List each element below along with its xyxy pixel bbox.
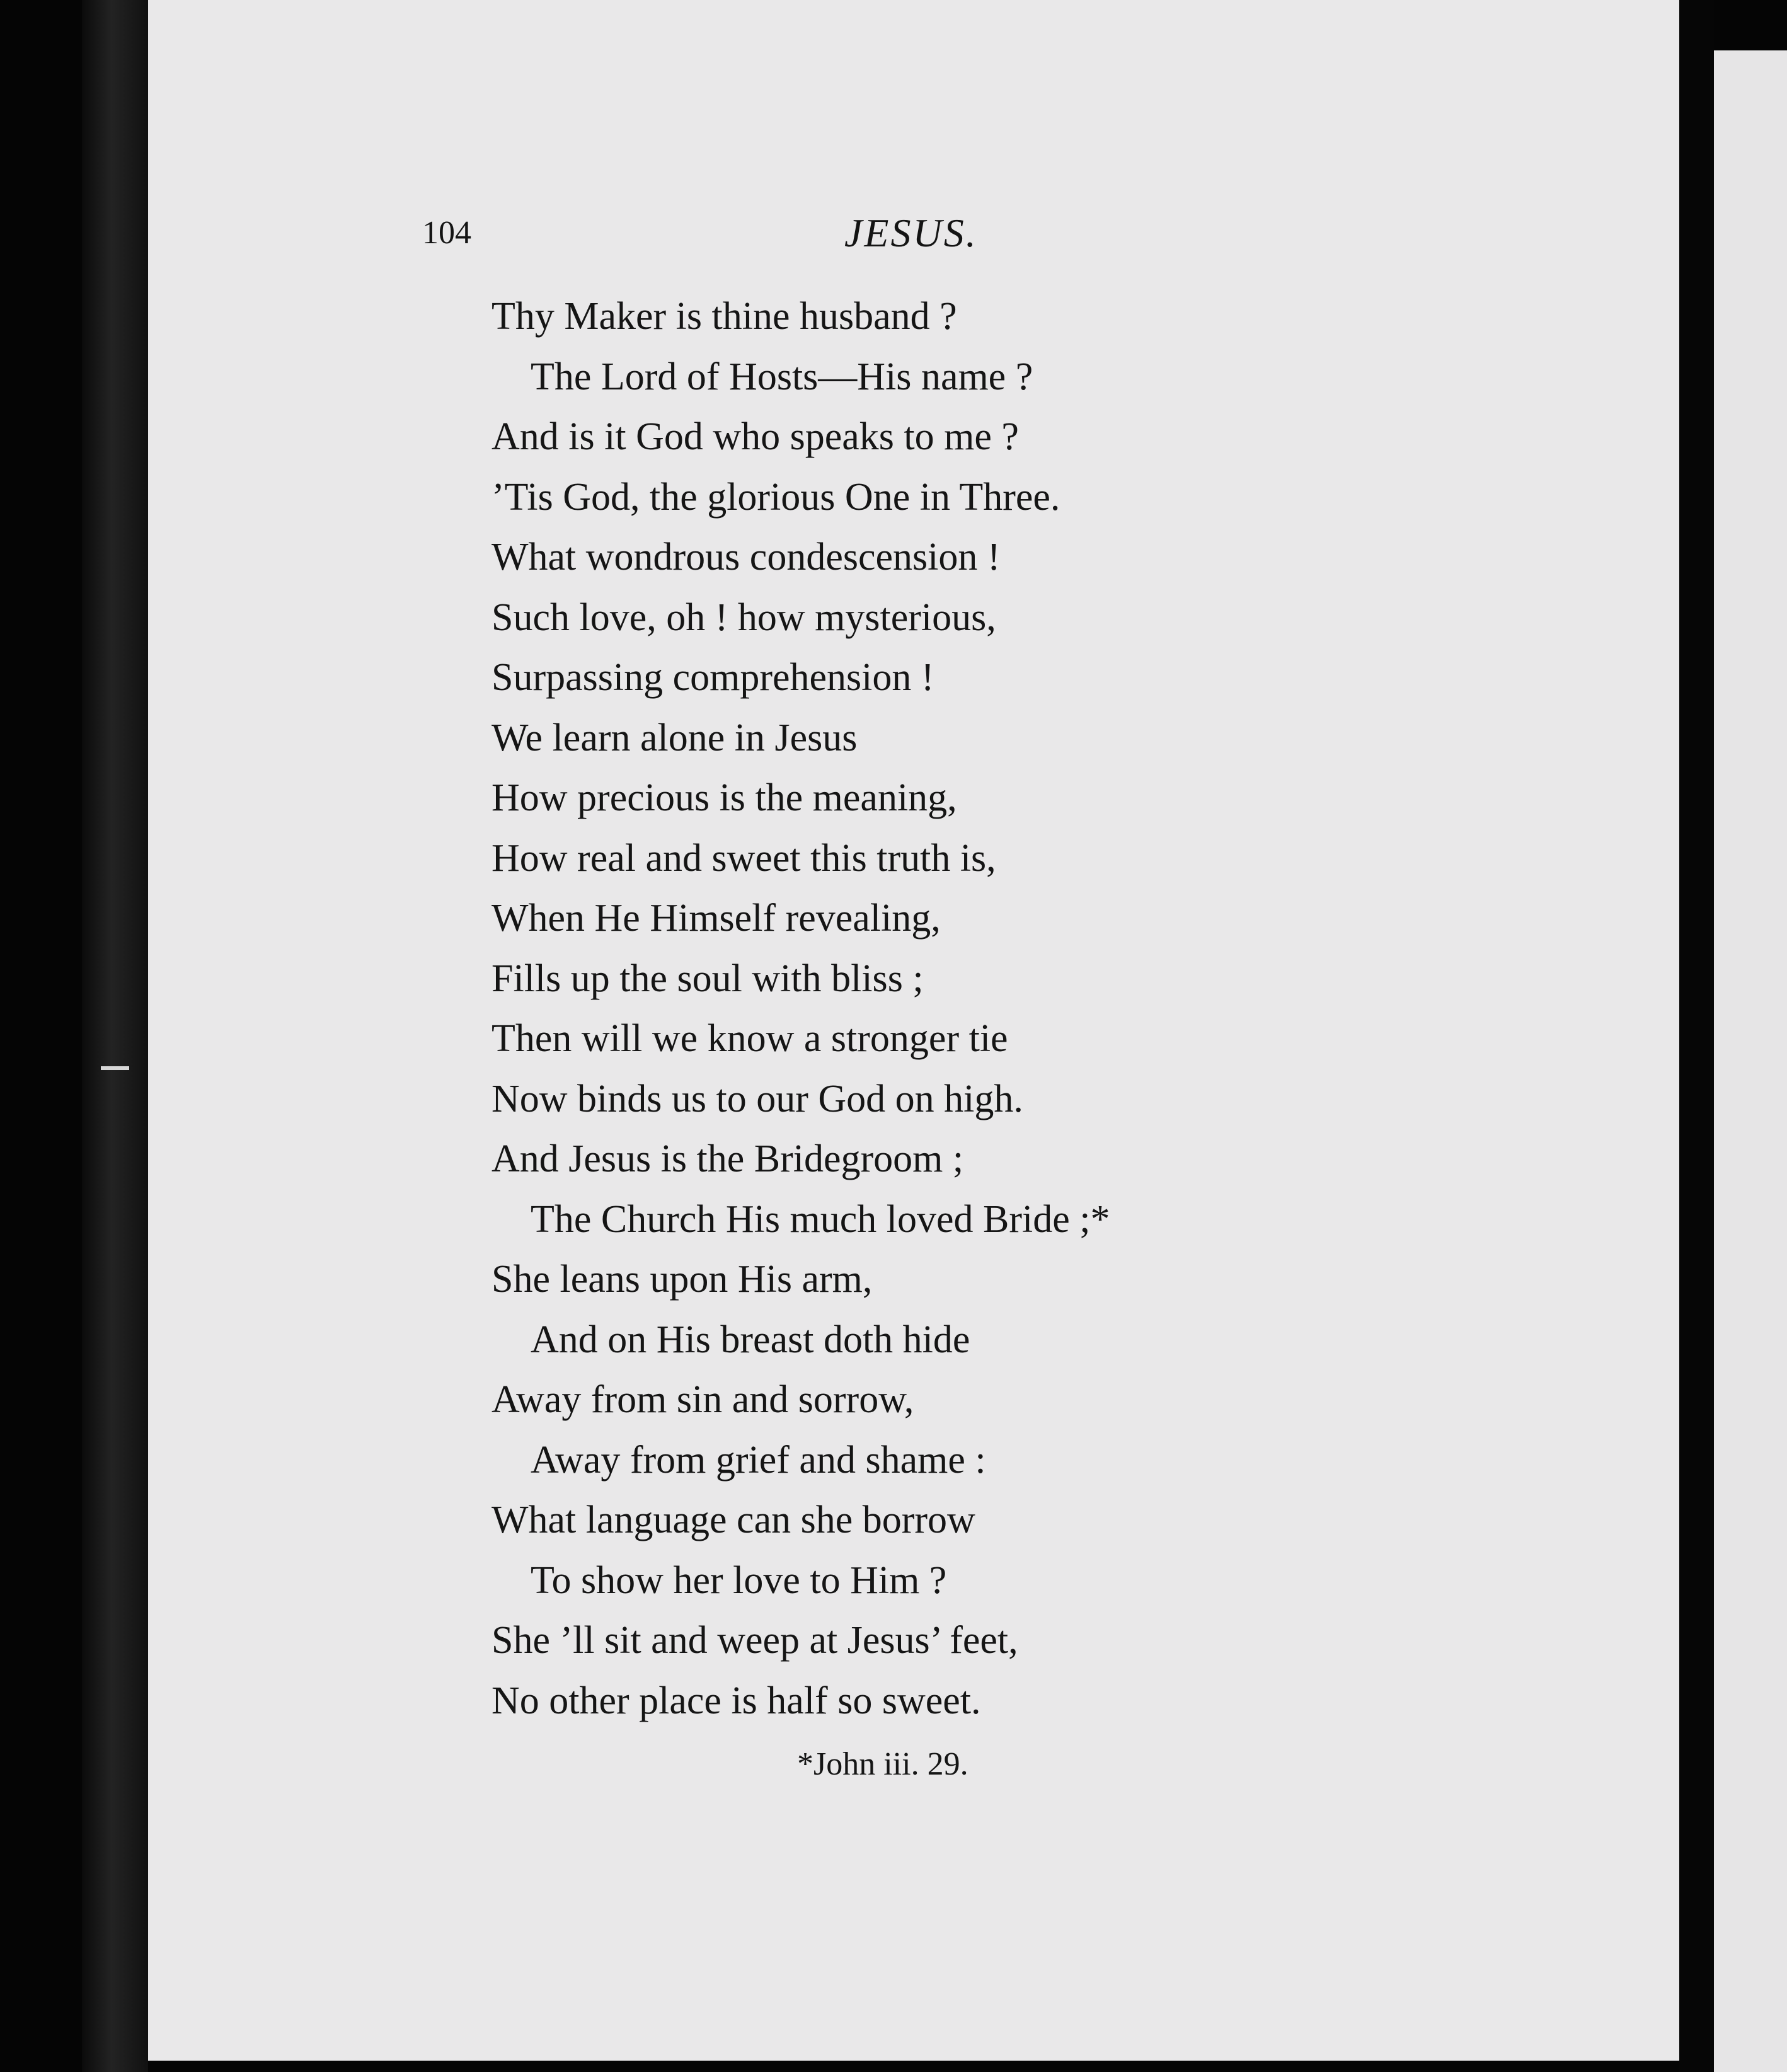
poem-line: No other place is half so sweet. — [491, 1679, 981, 1722]
poem-line: And is it God who speaks to me ? — [491, 415, 1019, 458]
poem-line: Such love, oh ! how mysterious, — [491, 596, 996, 639]
running-header — [422, 208, 1178, 258]
poem-line: And Jesus is the Bridegroom ; — [491, 1137, 964, 1180]
page-shadow — [1679, 0, 1714, 2072]
poem — [491, 287, 1311, 1731]
poem-line: How real and sweet this truth is, — [491, 836, 996, 880]
poem-line: Thy Maker is thine husband ? — [491, 295, 957, 338]
page-number: 104 — [422, 215, 471, 251]
poem-line: Surpassing comprehension ! — [491, 656, 934, 699]
poem-line: The Church His much loved Bride ;* — [531, 1197, 1110, 1241]
poem-line: What language can she borrow — [491, 1499, 975, 1541]
poem-line: We learn alone in Jesus — [491, 716, 858, 759]
poem-line: When He Himself revealing, — [491, 897, 941, 940]
adjacent-page-edge — [1714, 50, 1787, 2072]
poem-line: To show her love to Him ? — [531, 1558, 947, 1602]
poem-line: How precious is the meaning, — [491, 776, 957, 819]
poem-line: She leans upon His arm, — [491, 1258, 873, 1301]
poem-line: Fills up the soul with bliss ; — [491, 957, 924, 1000]
poem-line: Away from sin and sorrow, — [491, 1378, 914, 1421]
poem-line: The Lord of Hosts—His name ? — [531, 355, 1033, 398]
poem-line: Then will we know a stronger tie — [491, 1017, 1008, 1060]
poem-line: Away from grief and shame : — [531, 1438, 986, 1482]
poem-line: What wondrous condescension ! — [491, 536, 1001, 578]
poem-line: Now binds us to our God on high. — [491, 1077, 1023, 1120]
book-gutter — [82, 0, 148, 2072]
poem-line: She ’ll sit and weep at Jesus’ feet, — [491, 1619, 1018, 1662]
running-title: JESUS. — [844, 210, 978, 255]
poem-line: ’Tis God, the glorious One in Three. — [491, 475, 1060, 519]
poem-line: And on His breast doth hide — [531, 1318, 970, 1361]
gutter-mark — [101, 1066, 129, 1070]
footnote: *John iii. 29. — [797, 1746, 968, 1782]
